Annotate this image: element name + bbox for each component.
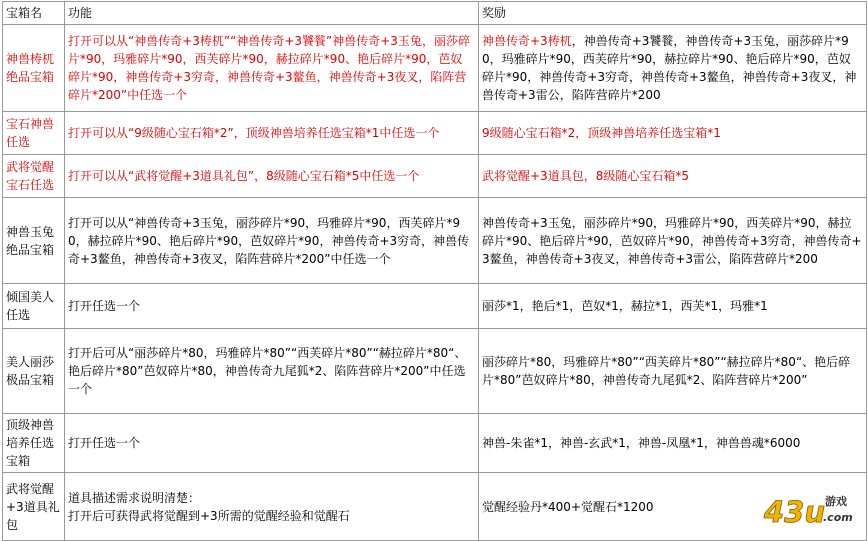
chest-function: 打开任选一个 bbox=[65, 414, 479, 473]
site-watermark-logo bbox=[763, 491, 865, 531]
header-function: 功能 bbox=[65, 2, 479, 25]
chest-function: 打开可以从“神兽传奇+3玉兔，丽莎碎片*90，玛雅碎片*90，西芙碎片*90，赫拉碎片*90、艳后碎片*90，芭奴碎片*90，神兽传奇+3穷奇，神兽传奇+3鳌鱼，神兽传奇+3夜叉，陷阵营碎片*200”中任选一个 bbox=[65, 198, 479, 284]
chest-function: 打开任选一个 bbox=[65, 284, 479, 329]
chest-reward: 丽莎碎片*80，玛雅碎片*80”“西芙碎片*80”“赫拉碎片*80“、艳后碎片*80”芭奴碎片*80，神兽传奇九尾狐*2、陷阵营碎片*200” bbox=[479, 329, 867, 414]
chest-reward: 觉醒经验丹*400+觉醒石*1200 bbox=[479, 473, 867, 541]
chest-name: 倾国美人任选 bbox=[3, 284, 65, 329]
chest-reward: 武将觉醒+3道具包，8级随心宝石箱*5 bbox=[479, 155, 867, 198]
reward-table bbox=[2, 1, 867, 541]
chest-reward bbox=[479, 25, 867, 112]
chest-reward: 神兽-朱雀*1，神兽-玄武*1，神兽-凤凰*1，神兽兽魂*6000 bbox=[479, 414, 867, 473]
chest-function: 打开可以从“9级随心宝石箱*2”，顶级神兽培养任选宝箱*1中任选一个 bbox=[65, 112, 479, 155]
header-row bbox=[3, 2, 867, 25]
chest-name: 顶级神兽培养任选宝箱 bbox=[3, 414, 65, 473]
chest-name: 武将觉醒宝石任选 bbox=[3, 155, 65, 198]
table-row bbox=[3, 284, 867, 329]
watermark-suffix: .com bbox=[823, 511, 853, 524]
table-row bbox=[3, 25, 867, 112]
table-row bbox=[3, 473, 867, 541]
table-row bbox=[3, 198, 867, 284]
chest-reward: 丽莎*1，艳后*1，芭奴*1，赫拉*1，西芙*1，玛雅*1 bbox=[479, 284, 867, 329]
table-row bbox=[3, 329, 867, 414]
watermark-cn: 游戏 bbox=[825, 495, 847, 508]
reward-text: ，神兽传奇+3饕餮，神兽传奇+3玉兔，丽莎碎片*90，玛雅碎片*90，西芙碎片*90，赫拉碎片*90、艳后碎片*90，芭奴碎片*90，神兽传奇+3穷奇，神兽传奇+3鳌鱼，神兽传奇+3夜叉，神兽传奇+3雷公，陷阵营碎片*200 bbox=[482, 34, 857, 102]
table-row bbox=[3, 155, 867, 198]
header-reward: 奖励 bbox=[479, 2, 867, 25]
chest-function: 打开后可从“丽莎碎片*80，玛雅碎片*80”“西芙碎片*80”“赫拉碎片*80“、艳后碎片*80”芭奴碎片*80，神兽传奇九尾狐*2、陷阵营碎片*200”中任选一个 bbox=[65, 329, 479, 414]
chest-function bbox=[65, 473, 479, 541]
table-row bbox=[3, 112, 867, 155]
chest-name: 神兽玉兔绝品宝箱 bbox=[3, 198, 65, 284]
watermark-brand: 43u bbox=[764, 495, 826, 529]
chest-name: 美人丽莎极品宝箱 bbox=[3, 329, 65, 414]
function-line: 道具描述需求说明清楚： bbox=[68, 490, 201, 505]
chest-function: 打开可以从“神兽传奇+3梼杌”“神兽传奇+3饕餮”神兽传奇+3玉兔，丽莎碎片*90，玛雅碎片*90，西芙碎片*90，赫拉碎片*90、艳后碎片*90，芭奴碎片*90，神兽传奇+3穷奇，神兽传奇+3鳌鱼，神兽传奇+3夜叉，陷阵营碎片*200”中任选一个 bbox=[65, 25, 479, 112]
chest-name: 神兽梼杌绝品宝箱 bbox=[3, 25, 65, 112]
chest-name: 武将觉醒+3道具礼包 bbox=[3, 473, 65, 541]
chest-reward: 9级随心宝石箱*2，顶级神兽培养任选宝箱*1 bbox=[479, 112, 867, 155]
chest-name: 宝石神兽任选 bbox=[3, 112, 65, 155]
reward-highlight: 神兽传奇+3梼杌 bbox=[482, 34, 572, 48]
function-line: 打开后可获得武将觉醒到+3所需的觉醒经验和觉醒石 bbox=[68, 508, 350, 523]
header-name: 宝箱名 bbox=[3, 2, 65, 25]
chest-reward: 神兽传奇+3玉兔，丽莎碎片*90，玛雅碎片*90，西芙碎片*90，赫拉碎片*90、艳后碎片*90，芭奴碎片*90，神兽传奇+3穷奇，神兽传奇+3鳌鱼，神兽传奇+3夜叉，神兽传奇+3雷公，陷阵营碎片*200 bbox=[479, 198, 867, 284]
table-row bbox=[3, 414, 867, 473]
chest-function: 打开可以从“武将觉醒+3道具礼包”，8级随心宝石箱*5中任选一个 bbox=[65, 155, 479, 198]
